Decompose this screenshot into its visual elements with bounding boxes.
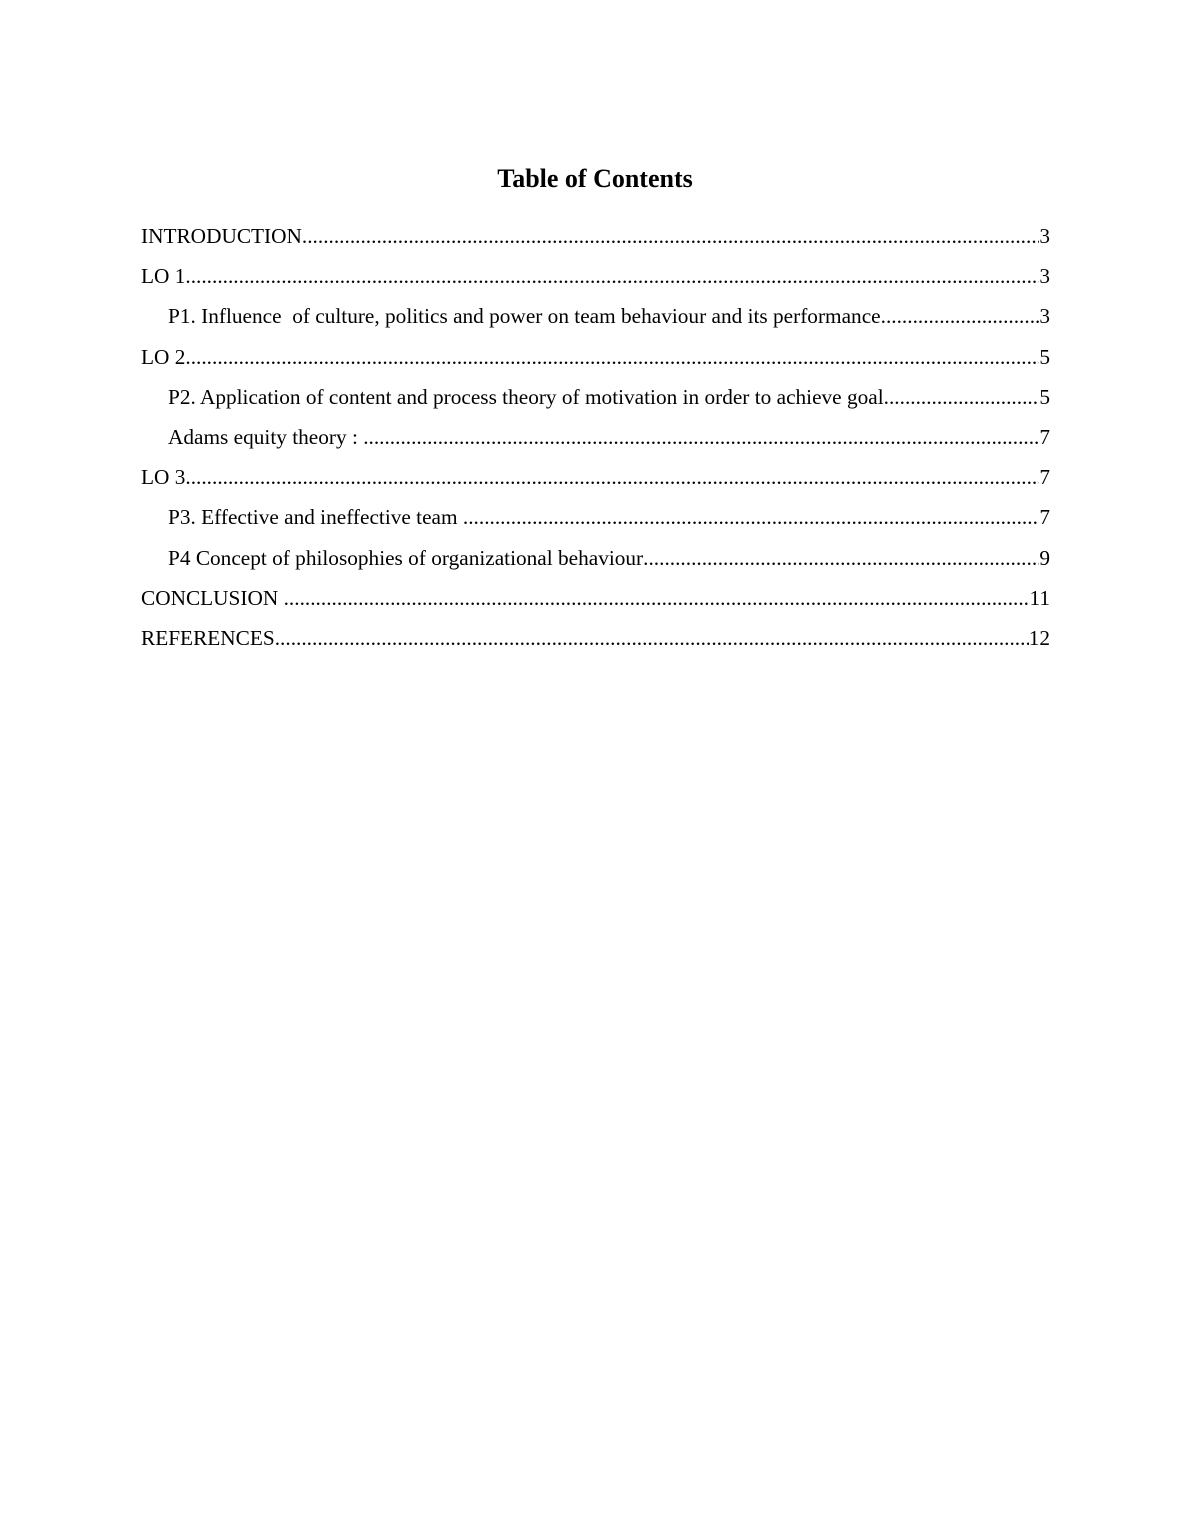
toc-dot-leader bbox=[284, 581, 1030, 615]
toc-dot-leader bbox=[185, 259, 1039, 293]
toc-dot-leader bbox=[302, 219, 1039, 253]
toc-entry-references[interactable] bbox=[141, 621, 1050, 661]
toc-page-number: 3 bbox=[1039, 304, 1050, 329]
toc-dot-leader bbox=[881, 299, 1040, 333]
toc-entry-label: P2. Application of content and process theory of motivation in order to achieve goal bbox=[168, 384, 884, 409]
toc-page-number: 3 bbox=[1039, 224, 1050, 248]
toc-page-number: 3 bbox=[1039, 264, 1050, 289]
toc-entry-lo1[interactable] bbox=[141, 259, 1050, 299]
toc-dot-leader bbox=[884, 380, 1040, 414]
toc-entry-adams-equity-theory[interactable] bbox=[141, 420, 1050, 460]
toc-page-number: 5 bbox=[1039, 344, 1050, 369]
toc-page-number: 11 bbox=[1029, 585, 1050, 610]
toc-page-number: 9 bbox=[1039, 545, 1050, 570]
toc-entry-label: P3. Effective and ineffective team bbox=[168, 505, 463, 530]
toc-entry-label: LO 1 bbox=[141, 264, 186, 289]
toc-entry-label: P1. Influence of culture, politics and power on team behaviour and its performance bbox=[168, 304, 881, 329]
toc-dot-leader bbox=[463, 500, 1039, 534]
toc-entry-label: CONCLUSION bbox=[141, 585, 284, 610]
toc-entry-label: LO 2 bbox=[141, 344, 186, 369]
toc-entry-lo3[interactable] bbox=[141, 460, 1050, 500]
toc-dot-leader bbox=[185, 460, 1039, 494]
toc-entry-label: Adams equity theory : bbox=[168, 424, 364, 449]
toc-page-number: 7 bbox=[1039, 424, 1050, 449]
toc-list bbox=[141, 219, 1050, 661]
toc-entry-p3[interactable] bbox=[141, 500, 1050, 540]
toc-entry-label: P4 Concept of philosophies of organizational behaviour bbox=[168, 545, 644, 570]
toc-entry-label: REFERENCES bbox=[141, 625, 275, 650]
toc-entry-p4[interactable] bbox=[141, 541, 1050, 581]
toc-entry-p1[interactable] bbox=[141, 299, 1050, 339]
toc-dot-leader bbox=[643, 541, 1039, 575]
toc-page-number: 7 bbox=[1039, 505, 1050, 530]
toc-entry-conclusion[interactable] bbox=[141, 581, 1050, 621]
toc-dot-leader bbox=[275, 621, 1029, 655]
toc-page-number: 5 bbox=[1039, 384, 1050, 409]
toc-entry-introduction[interactable] bbox=[141, 219, 1050, 259]
toc-entry-label: INTRODUCTION bbox=[141, 224, 302, 248]
toc-entry-label: LO 3 bbox=[141, 465, 186, 490]
toc-page-number: 12 bbox=[1028, 625, 1050, 650]
toc-entry-p2[interactable] bbox=[141, 380, 1050, 420]
toc-title: Table of Contents bbox=[497, 164, 693, 193]
toc-dot-leader bbox=[363, 420, 1039, 454]
toc-page-number: 7 bbox=[1039, 465, 1050, 490]
toc-dot-leader bbox=[185, 340, 1039, 374]
toc-entry-lo2[interactable] bbox=[141, 340, 1050, 380]
